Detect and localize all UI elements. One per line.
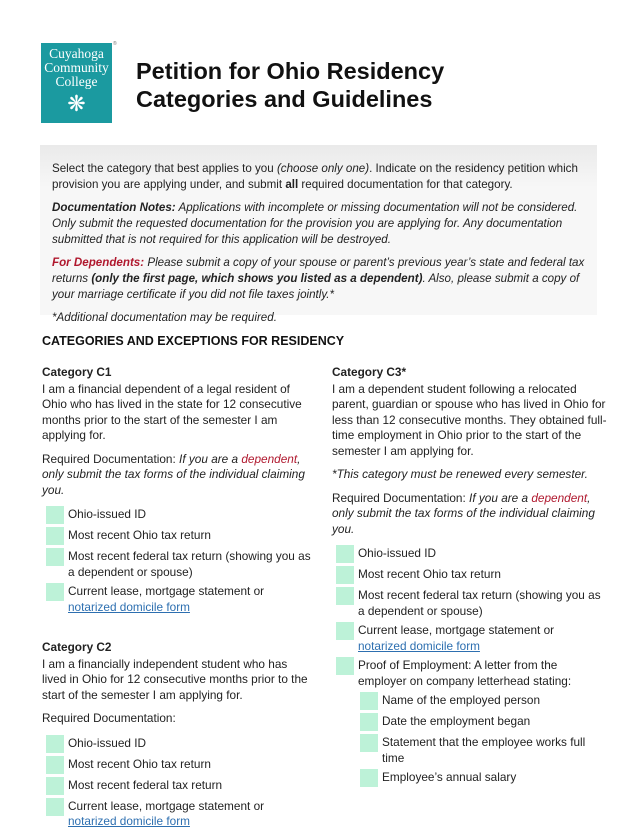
- additional-note: [52, 310, 585, 326]
- t: Applications with incomplete or missing documentation will not be considered. Only submit the requested documentation for the provision you are applying for. Any documentation submitted that is not required for this application will be destroyed.: [52, 201, 578, 246]
- required-doc: [42, 452, 314, 499]
- item-label: Ohio-issued ID: [68, 735, 147, 750]
- checkbox[interactable]: [46, 756, 64, 774]
- checkbox[interactable]: [336, 587, 354, 605]
- t: dependent: [241, 451, 298, 466]
- title-line: Petition for Ohio Residency: [136, 58, 445, 84]
- category-title: Category C1: [42, 365, 112, 379]
- checkbox[interactable]: [46, 506, 64, 524]
- documentation-notes: [52, 200, 585, 248]
- checklist-item: [332, 566, 607, 584]
- item-label: Most recent federal tax return (showing you as a dependent or spouse): [358, 588, 601, 618]
- checklist-subitem: [356, 713, 607, 731]
- checkbox[interactable]: [336, 566, 354, 584]
- checkbox[interactable]: [46, 777, 64, 795]
- checklist-item: [42, 527, 314, 545]
- checkbox[interactable]: [336, 657, 354, 675]
- checklist-subitem: [356, 734, 607, 766]
- checkbox[interactable]: [360, 734, 378, 752]
- left-column: [42, 365, 314, 828]
- checkbox[interactable]: [336, 622, 354, 640]
- item-label: Statement that the employee works full time: [382, 735, 586, 765]
- checklist-item: [42, 548, 314, 580]
- item-label: Most recent federal tax return (showing you as a dependent or spouse): [68, 549, 311, 579]
- t: Documentation Notes:: [52, 201, 176, 214]
- t: For Dependents:: [52, 256, 145, 269]
- t: Select the category that best applies to you: [52, 162, 277, 175]
- t: . Indicate on the residency petition which provision you are applying under, and submit: [52, 162, 578, 191]
- item-label: Employee’s annual salary: [382, 770, 517, 784]
- logo-text: Cuyahoga: [49, 46, 104, 61]
- required-doc: [332, 491, 607, 538]
- registered-mark: ®: [113, 41, 117, 47]
- notes-box: [40, 145, 597, 324]
- college-logo: [41, 43, 112, 123]
- checkbox[interactable]: [360, 692, 378, 710]
- t: , only submit the tax forms of the individual claiming you.: [332, 490, 595, 536]
- dependents-notes: [52, 255, 585, 303]
- t: all: [285, 178, 299, 191]
- checklist-item: [332, 657, 607, 689]
- t: dependent: [531, 490, 588, 505]
- checklist-subitem: [356, 769, 607, 787]
- item-label: Current lease, mortgage statement or: [358, 623, 555, 637]
- checklist-item: [42, 756, 314, 774]
- t: (choose only one): [276, 162, 370, 175]
- checkbox[interactable]: [46, 798, 64, 816]
- checklist-item: [42, 583, 314, 615]
- checkbox[interactable]: [360, 769, 378, 787]
- title-line: Categories and Guidelines: [136, 86, 433, 112]
- t: (only the first page, which shows you listed as a dependent): [91, 272, 423, 285]
- required-doc: Required Documentation:: [42, 711, 176, 725]
- item-label: Current lease, mortgage statement or: [68, 798, 265, 813]
- item-label: Current lease, mortgage statement or: [68, 584, 265, 598]
- domicile-form-link[interactable]: notarized domicile form: [68, 599, 190, 614]
- t: , only submit the tax forms of the individual claiming you.: [42, 451, 305, 497]
- t: If you are a: [175, 451, 242, 466]
- t: *Additional documentation may be required.: [52, 311, 277, 324]
- domicile-form-link[interactable]: notarized domicile form: [358, 638, 480, 653]
- category-description: I am a dependent student following a relocated parent, guardian or spouse who has lived in Ohio for less than 12 consecutive months. They obtained full-time employment in Ohio prior to the start of the semester I am applying for.: [332, 381, 607, 458]
- item-label: Ohio-issued ID: [358, 546, 437, 560]
- checklist-item: [42, 506, 314, 524]
- checkbox[interactable]: [360, 713, 378, 731]
- t: required documentation for that category.: [298, 178, 513, 191]
- snowflake-icon: ❋: [67, 91, 86, 116]
- t: Required Documentation:: [42, 451, 176, 466]
- item-label: Name of the employed person: [382, 693, 541, 707]
- renewal-note: *This category must be renewed every semester.: [332, 467, 588, 481]
- item-label: Date the employment began: [382, 714, 531, 728]
- item-label: Most recent federal tax return: [68, 777, 223, 792]
- checkbox[interactable]: [46, 548, 64, 566]
- checklist-item: [42, 777, 314, 795]
- checklist-item: [332, 587, 607, 619]
- checklist-item: [42, 798, 314, 828]
- checkbox[interactable]: [46, 735, 64, 753]
- domicile-form-link[interactable]: notarized domicile form: [68, 814, 190, 828]
- t: If you are a: [465, 490, 532, 505]
- t: . Also, please submit a copy of your marriage certificate if you did not file taxes jointly.*: [52, 272, 580, 301]
- item-label: Most recent Ohio tax return: [68, 528, 211, 542]
- category-title: Category C2: [42, 640, 112, 654]
- page-title: [136, 57, 444, 113]
- logo-text: Community: [44, 60, 109, 75]
- t: Required Documentation:: [332, 490, 466, 505]
- item-label: Most recent Ohio tax return: [68, 756, 211, 771]
- item-label: Most recent Ohio tax return: [358, 567, 501, 581]
- item-label: Proof of Employment: A letter from the employer on company letterhead stating:: [358, 658, 572, 688]
- t: Please submit a copy of your spouse or parent’s previous year’s state and federal tax returns: [52, 256, 585, 285]
- checklist-item: [42, 735, 314, 753]
- checklist-subitem: [356, 692, 607, 710]
- checkbox[interactable]: [46, 583, 64, 601]
- logo-text: College: [55, 74, 98, 89]
- item-label: Ohio-issued ID: [68, 507, 147, 521]
- checklist-item: [332, 622, 607, 654]
- section-title: CATEGORIES AND EXCEPTIONS FOR RESIDENCY: [42, 334, 345, 348]
- checklist-item: [332, 545, 607, 563]
- category-description: I am a financial dependent of a legal resident of Ohio who has lived in the state for 12 consecutive months prior to the start of the semester I am applying for.: [42, 381, 302, 442]
- intro: [52, 161, 585, 193]
- right-column: [332, 365, 607, 790]
- checkbox[interactable]: [336, 545, 354, 563]
- category-description: I am a financially independent student who has lived in Ohio for 12 consecutive months prior to the start of the semester I am applying for.: [42, 656, 308, 702]
- checkbox[interactable]: [46, 527, 64, 545]
- category-title: Category C3*: [332, 365, 407, 379]
